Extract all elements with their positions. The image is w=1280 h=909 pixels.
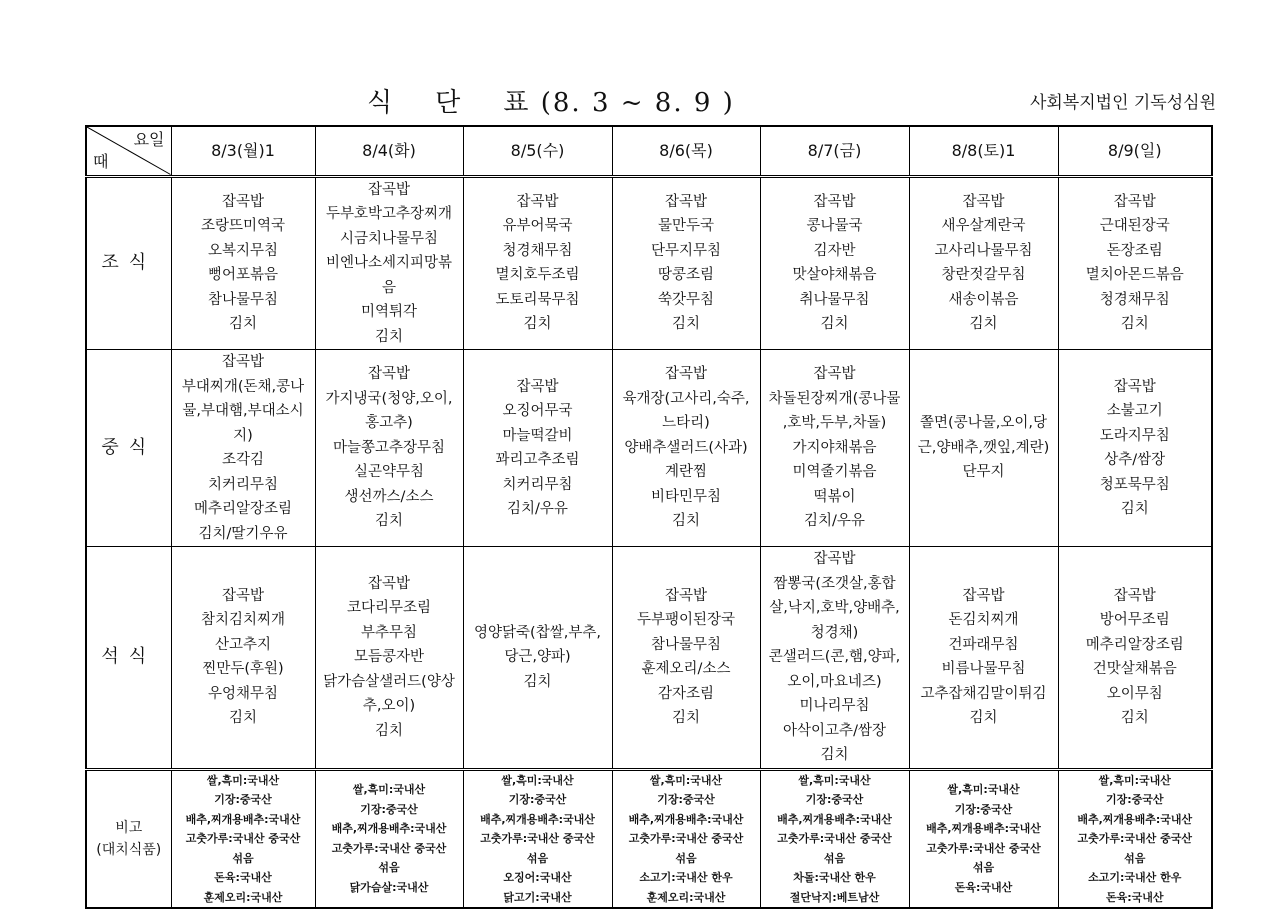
corner-day-label: 요일 xyxy=(133,130,165,149)
menu-cell xyxy=(760,350,909,547)
dish-item: 취나물무침 xyxy=(799,291,870,308)
dish-item: 잡곡밥 xyxy=(221,587,265,604)
dish-item: 조각김 xyxy=(221,452,265,468)
dish-item: 추,오이) xyxy=(362,698,416,714)
lunch-row xyxy=(86,350,1212,547)
notes-label-line: 비고 xyxy=(115,819,143,836)
dish-item: 콩나물국 xyxy=(806,218,863,235)
dish-item: 김치 xyxy=(969,710,998,727)
day-header: 8/6(목) xyxy=(612,126,760,176)
notes-cell xyxy=(171,769,315,908)
origin-line: 배추,찌개용배추:국내산 xyxy=(480,812,595,826)
menu-cell xyxy=(612,547,760,770)
dish-item: 김치 xyxy=(1120,316,1149,333)
dish-item: 감자조림 xyxy=(657,685,715,702)
dish-item: 양배추샐러드(사과) xyxy=(624,439,748,456)
origin-line: 섞음 xyxy=(675,851,697,865)
dish-item: 잡곡밥 xyxy=(367,181,411,198)
dish-item: 잡곡밥 xyxy=(813,193,856,210)
dish-item: 홍고추) xyxy=(365,415,413,432)
dish-item: 잡곡밥 xyxy=(221,354,265,370)
dish-item: 비엔나소세지피망볶 xyxy=(325,255,453,271)
origin-line: 쌀,흑미:국내산 xyxy=(798,773,871,787)
dish-item: 참나물무침 xyxy=(650,636,722,653)
corner-cell xyxy=(86,126,171,176)
menu-cell xyxy=(171,547,315,770)
dish-item: 김치/우유 xyxy=(804,513,865,530)
origin-line: 기장:중국산 xyxy=(1105,793,1164,806)
dish-item: 두부팽이된장국 xyxy=(636,612,736,629)
origin-line: 기장:중국산 xyxy=(805,793,864,806)
dish-item: 잡곡밥 xyxy=(221,193,265,210)
origin-line: 쌀,흑미:국내산 xyxy=(206,773,280,787)
dish-item: 모듬콩자반 xyxy=(353,649,425,665)
dish-item: 상추/쌈장 xyxy=(1104,452,1166,468)
dish-item: 가지냉국(청양,오이, xyxy=(325,390,453,407)
notes-cell xyxy=(315,769,463,908)
dish-item: 육개장(고사리,숙주, xyxy=(622,390,750,407)
origin-line: 돈육:국내산 xyxy=(954,880,1013,894)
dish-item: 청경채) xyxy=(810,624,859,641)
row-label-notes xyxy=(86,769,171,908)
notes-cell xyxy=(463,769,612,908)
dish-item: 청경채무침 xyxy=(502,242,573,259)
dish-item: 김자반 xyxy=(813,242,856,259)
dish-item: 도토리묵무침 xyxy=(495,291,580,308)
origin-line: 돈육:국내산 xyxy=(1105,890,1164,904)
dish-item: 김치 xyxy=(671,710,700,727)
origin-line: 기장:중국산 xyxy=(214,793,272,806)
dish-item: 잡곡밥 xyxy=(962,587,1005,604)
dish-item: 잡곡밥 xyxy=(367,366,411,383)
dish-item: 김치 xyxy=(1120,501,1149,517)
row-label-breakfast: 조식 xyxy=(86,176,171,350)
dish-item: 가지야채볶음 xyxy=(792,439,877,456)
dish-item: 김치 xyxy=(1120,710,1149,727)
dish-item: 음 xyxy=(381,279,396,296)
dish-item: 잡곡밥 xyxy=(664,587,708,604)
dish-item: 찐만두(후원) xyxy=(202,661,284,678)
dish-item: 창란젓갈무침 xyxy=(941,267,1026,284)
dish-item: 참나물무침 xyxy=(207,291,279,308)
dish-item: 김치/우유 xyxy=(507,501,568,517)
dish-item: 김치 xyxy=(228,710,257,727)
origin-line: 고춧가루:국내산 중국산 xyxy=(777,832,892,845)
origin-line: 섞음 xyxy=(378,861,400,875)
dish-item: 김치 xyxy=(671,316,700,333)
dish-item: 비름나물무침 xyxy=(941,661,1026,678)
dish-item: 닭가슴살샐러드(양상 xyxy=(323,673,455,690)
dish-item: 돈장조림 xyxy=(1106,242,1163,259)
day-header: 8/5(수) xyxy=(463,126,612,176)
dish-item: 새송이볶음 xyxy=(948,291,1019,308)
origin-line: 훈제오리:국내산 xyxy=(203,890,283,904)
dish-item: 차돌된장찌개(콩나물 xyxy=(768,390,901,407)
menu-cell xyxy=(463,176,612,350)
dish-item: 오이,마요네즈) xyxy=(787,673,882,690)
breakfast-row xyxy=(86,176,1212,350)
dish-item: 오징어무국 xyxy=(502,403,573,419)
menu-cell xyxy=(612,350,760,547)
dish-item: 김치 xyxy=(969,316,998,333)
origin-line: 고춧가루:국내산 중국산 xyxy=(628,832,744,845)
notes-cell xyxy=(760,769,909,908)
dish-item: 새우살계란국 xyxy=(941,218,1026,235)
dish-item: 미나리무침 xyxy=(799,698,870,714)
origin-line: 섞음 xyxy=(232,851,254,865)
dish-item: 김치/딸기우유 xyxy=(198,525,288,542)
origin-line: 섞음 xyxy=(526,851,549,865)
notes-label-line: (대치식품) xyxy=(96,841,162,858)
menu-cell xyxy=(760,547,909,770)
dish-item: 아삭이고추/쌈장 xyxy=(783,722,886,739)
dish-item: 메추리알장조림 xyxy=(193,501,293,517)
dish-item: 잡곡밥 xyxy=(1113,587,1156,604)
dish-item: 김치 xyxy=(374,513,403,530)
dish-item: 영양닭죽(찹쌀,부추, xyxy=(474,624,601,641)
dish-item: 김치 xyxy=(820,747,849,763)
dish-item: 비타민무침 xyxy=(650,488,722,505)
notes-row xyxy=(86,769,1212,908)
origin-line: 배추,찌개용배추:국내산 xyxy=(628,812,744,826)
dish-item: 떡볶이 xyxy=(813,488,856,505)
dish-item: 생선까스/소스 xyxy=(344,488,434,505)
dish-item: 단무지무침 xyxy=(650,242,722,259)
origin-line: 배추,찌개용배추:국내산 xyxy=(1077,812,1193,826)
dinner-row xyxy=(86,547,1212,770)
origin-line: 배추,찌개용배추:국내산 xyxy=(331,822,447,836)
origin-line: 오징어:국내산 xyxy=(503,871,572,884)
origin-line: 섞음 xyxy=(1124,851,1146,865)
dish-item: 근대된장국 xyxy=(1099,218,1170,235)
dish-item: 김치 xyxy=(671,513,700,530)
organization-name: 사회복지법인 기독성심원 xyxy=(1029,93,1216,113)
corner-time-label: 때 xyxy=(93,152,109,171)
origin-line: 고춧가루:국내산 중국산 xyxy=(1077,832,1192,845)
dish-item: 참치김치찌개 xyxy=(200,612,286,629)
dish-item: 쫄면(콩나물,오이,당 xyxy=(920,415,1047,432)
dish-item: 메추리알장조림 xyxy=(1085,636,1184,653)
row-label-lunch: 중식 xyxy=(86,350,171,547)
dish-item: 잡곡밥 xyxy=(813,551,856,567)
dish-item: 잡곡밥 xyxy=(664,193,708,210)
dish-item: 잡곡밥 xyxy=(962,193,1005,210)
origin-line: 섞음 xyxy=(972,861,995,875)
dish-item: 소불고기 xyxy=(1106,403,1163,419)
menu-cell xyxy=(463,350,612,547)
dish-item: 잡곡밥 xyxy=(367,575,411,592)
dish-item: 치커리무침 xyxy=(207,476,279,493)
dish-item: 마늘떡갈비 xyxy=(502,427,573,444)
dish-item: 김치 xyxy=(374,328,403,345)
menu-cell xyxy=(463,547,612,770)
dish-item: 건맛살채볶음 xyxy=(1092,661,1177,678)
day-header: 8/7(금) xyxy=(760,126,909,176)
origin-line: 기장:중국산 xyxy=(657,793,715,806)
dish-item: 미역줄기볶음 xyxy=(792,464,877,481)
origin-line: 쌀,흑미:국내산 xyxy=(501,773,574,787)
menu-cell xyxy=(909,176,1058,350)
dish-item: 김치 xyxy=(228,316,257,333)
menu-cell xyxy=(760,176,909,350)
dish-item: 부대찌개(돈채,콩나 xyxy=(181,378,305,395)
menu-cell xyxy=(1058,176,1212,350)
dish-item: 미역튀각 xyxy=(360,304,418,320)
row-label-dinner: 석식 xyxy=(86,547,171,770)
dish-item: 멸치호두조림 xyxy=(495,267,580,284)
origin-line: 섞음 xyxy=(823,851,846,865)
dish-item: 느타리) xyxy=(662,415,710,432)
dish-item: 근,양배추,깻잎,계란) xyxy=(917,439,1050,456)
dish-item: 오이무침 xyxy=(1106,685,1163,702)
dish-item: 살,낙지,호박,양배추, xyxy=(769,600,900,616)
dish-item: 부추무침 xyxy=(360,624,418,641)
dish-item: 건파래무침 xyxy=(948,636,1019,653)
dish-item: 잡곡밥 xyxy=(664,366,708,383)
origin-line: 돈육:국내산 xyxy=(214,871,272,884)
dish-item: 잡곡밥 xyxy=(813,366,856,383)
dish-item: 치커리무침 xyxy=(502,476,573,493)
day-header: 8/3(월)1 xyxy=(171,126,315,176)
dish-item: 돈김치찌개 xyxy=(948,612,1019,629)
origin-line: 고춧가루:국내산 중국산 xyxy=(185,832,301,845)
dish-item: 훈제오리/소스 xyxy=(641,661,731,678)
dish-item: 멸치아몬드볶음 xyxy=(1085,267,1184,284)
menu-cell xyxy=(909,350,1058,547)
dish-item: ,호박,두부,차돌) xyxy=(782,415,887,432)
notes-cell xyxy=(1058,769,1212,908)
menu-table xyxy=(85,125,1213,909)
dish-item: 김치 xyxy=(820,316,849,333)
dish-item: 잡곡밥 xyxy=(1113,193,1156,210)
day-header: 8/9(일) xyxy=(1058,126,1212,176)
dish-item: 잡곡밥 xyxy=(516,378,559,395)
origin-line: 닭고기:국내산 xyxy=(503,890,572,904)
dish-item: 물,부대햄,부대소시 xyxy=(182,403,304,419)
dish-item: 단무지 xyxy=(962,464,1005,481)
dish-item: 유부어묵국 xyxy=(502,218,573,235)
origin-line: 소고기:국내산 한우 xyxy=(1088,871,1182,884)
dish-item: 오복지무침 xyxy=(207,242,279,259)
dish-item: 뻥어포볶음 xyxy=(207,267,279,284)
dish-item: 고추잡채김말이튀김 xyxy=(920,685,1047,702)
dish-item: 도라지무침 xyxy=(1099,427,1170,444)
menu-cell xyxy=(909,547,1058,770)
origin-line: 배추,찌개용배추:국내산 xyxy=(185,812,301,826)
origin-line: 고춧가루:국내산 중국산 xyxy=(926,841,1041,855)
menu-cell xyxy=(171,176,315,350)
dish-item: 짬뽕국(조갯살,홍합 xyxy=(773,575,896,592)
notes-cell xyxy=(612,769,760,908)
origin-line: 훈제오리:국내산 xyxy=(646,890,726,904)
menu-cell xyxy=(1058,547,1212,770)
dish-item: 김치 xyxy=(374,722,403,739)
dish-item: 잡곡밥 xyxy=(516,193,559,210)
origin-line: 고춧가루:국내산 중국산 xyxy=(331,841,447,855)
dish-item: 마늘쫑고추장무침 xyxy=(332,439,446,456)
dish-item: 땅콩조림 xyxy=(657,267,715,284)
menu-cell xyxy=(315,547,463,770)
dish-item: 잡곡밥 xyxy=(1113,378,1156,395)
dish-item: 우엉채무침 xyxy=(207,685,279,702)
dish-item: 쑥갓무침 xyxy=(657,291,715,308)
origin-line: 쌀,흑미:국내산 xyxy=(1098,773,1171,787)
dish-item: 콘샐러드(콘,햄,양파, xyxy=(768,649,901,665)
dish-item: 실곤약무침 xyxy=(353,464,425,481)
page-title: 식 단 표 (8. 3 ~ 8. 9 ) xyxy=(367,88,735,118)
origin-line: 기장:중국산 xyxy=(954,802,1013,816)
menu-cell xyxy=(315,176,463,350)
dish-item: 코다리무조림 xyxy=(346,600,432,616)
notes-cell xyxy=(909,769,1058,908)
origin-line: 절단낙지:베트남산 xyxy=(789,890,880,904)
origin-line: 쌀,흑미:국내산 xyxy=(649,773,723,787)
origin-line: 닭가슴살:국내산 xyxy=(349,880,429,894)
dish-item: 고사리나물무침 xyxy=(934,242,1033,259)
origin-line: 차돌:국내산 한우 xyxy=(793,871,876,884)
origin-line: 고춧가루:국내산 중국산 xyxy=(480,832,595,845)
dish-item: 두부호박고추장찌개 xyxy=(325,206,453,222)
dish-item: 청경채무침 xyxy=(1099,291,1170,308)
day-header: 8/8(토)1 xyxy=(909,126,1058,176)
dish-item: 당근,양파) xyxy=(504,649,571,665)
menu-cell xyxy=(315,350,463,547)
dish-item: 조랑뜨미역국 xyxy=(200,218,286,235)
menu-cell xyxy=(1058,350,1212,547)
dish-item: 지) xyxy=(233,427,253,444)
dish-item: 시금치나물무침 xyxy=(339,230,439,247)
dish-item: 산고추지 xyxy=(214,636,272,653)
menu-cell xyxy=(612,176,760,350)
origin-line: 기장:중국산 xyxy=(360,802,418,816)
menu-cell xyxy=(171,350,315,547)
dish-item: 김치 xyxy=(523,673,552,690)
day-header: 8/4(화) xyxy=(315,126,463,176)
dish-item: 꽈리고추조림 xyxy=(495,452,580,468)
header-row xyxy=(86,126,1212,176)
dish-item: 계란찜 xyxy=(664,464,708,481)
origin-line: 기장:중국산 xyxy=(508,793,567,806)
dish-item: 맛살야채볶음 xyxy=(792,267,877,284)
origin-line: 배추,찌개용배추:국내산 xyxy=(777,812,892,826)
dish-item: 김치 xyxy=(523,316,552,333)
dish-item: 물만두국 xyxy=(657,218,715,235)
dish-item: 청포묵무침 xyxy=(1099,476,1170,493)
dish-item: 방어무조림 xyxy=(1099,612,1170,629)
origin-line: 쌀,흑미:국내산 xyxy=(947,783,1020,797)
origin-line: 소고기:국내산 한우 xyxy=(639,871,733,884)
origin-line: 쌀,흑미:국내산 xyxy=(352,783,426,797)
origin-line: 배추,찌개용배추:국내산 xyxy=(926,822,1041,836)
